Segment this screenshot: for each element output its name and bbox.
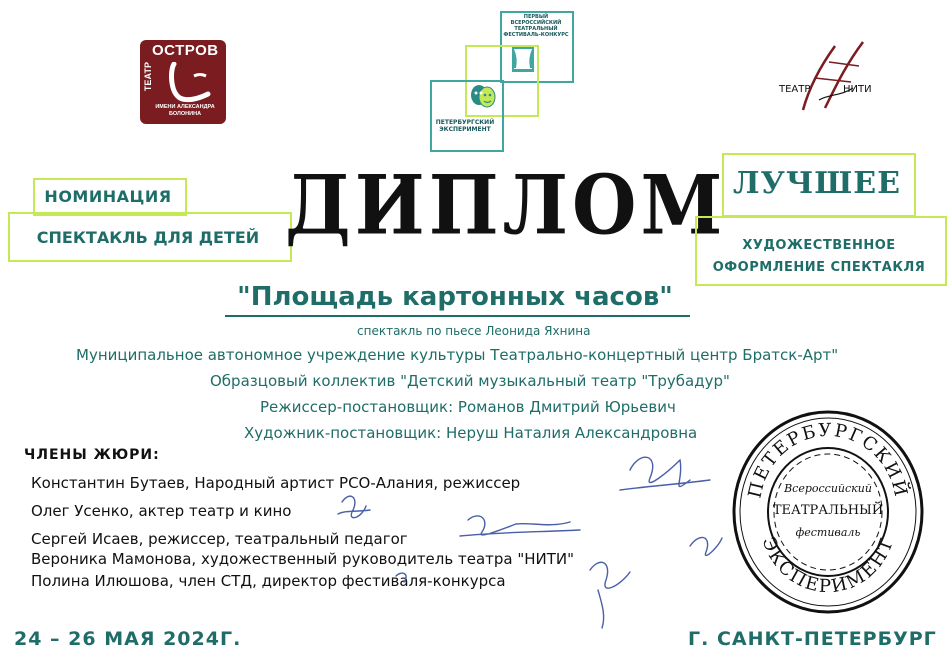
ostrov-bracket-icon <box>154 62 214 104</box>
award-subtitle-line-2: ОФОРМЛЕНИЕ СПЕКТАКЛЯ <box>712 260 926 275</box>
ostrov-logo-caption: ИМЕНИ АЛЕКСАНДРА БОЛОНИНА <box>155 104 215 117</box>
award-subtitle <box>695 235 943 279</box>
award-title: ЛУЧШЕЕ <box>732 166 902 201</box>
festival-logo-top-text: ПЕРВЫЙ ВСЕРОССИЙСКИЙ ТЕАТРАЛЬНЫЙ ФЕСТИВАЛЬ-КОНКУРС <box>503 14 569 38</box>
signature-4 <box>690 537 722 555</box>
jury-member: Сергей Исаев, режиссер, театральный педагог <box>31 530 408 548</box>
play-title: "Площадь картонных часов" <box>237 282 673 312</box>
jury-member: Полина Илюшова, член СТД, директор фестиваля-конкурса <box>31 572 506 590</box>
play-title-underline <box>225 315 690 317</box>
nomination-label: НОМИНАЦИЯ <box>44 187 172 206</box>
niti-logo-left-text: ТЕАТР <box>779 84 811 95</box>
festival-stamp <box>730 400 926 616</box>
festival-logo-bottom-text: ПЕТЕРБУРГСКИЙ ЭКСПЕРИМЕНТ <box>435 119 495 133</box>
event-date: 24 – 26 МАЯ 2024Г. <box>14 628 242 650</box>
signature-6 <box>396 573 406 582</box>
stamp-ring-top: ПЕТЕРБУРГСКИЙ <box>744 419 912 501</box>
signature-2 <box>338 496 370 518</box>
jury-member: Олег Усенко, актер театр и кино <box>31 502 292 520</box>
diploma-title: ДИПЛОМ <box>285 158 727 254</box>
stamp-line-3: фестиваль <box>795 526 861 539</box>
stamp-line-2: ТЕАТРАЛЬНЫЙ <box>772 503 884 518</box>
jury-member: Вероника Мамонова, художественный руководитель театра "НИТИ" <box>31 550 575 568</box>
stamp-ring-bottom: ЭКСПЕРИМЕНТ <box>757 534 899 598</box>
award-subtitle-line-1: ХУДОЖЕСТВЕННОЕ <box>742 238 896 253</box>
play-artist: Художник-постановщик: Неруш Наталия Александровна <box>244 424 698 442</box>
nomination-value: СПЕКТАКЛЬ ДЛЯ ДЕТЕЙ <box>36 228 260 247</box>
theatre-masks-icon <box>468 82 498 110</box>
ostrov-logo-name: ОСТРОВ <box>152 42 219 59</box>
niti-theatre-logo <box>775 38 875 118</box>
signature-1 <box>620 457 710 490</box>
stage-curtain-icon <box>512 46 534 74</box>
jury-title: ЧЛЕНЫ ЖЮРИ: <box>24 447 160 463</box>
event-city: Г. САНКТ-ПЕТЕРБУРГ <box>688 628 937 650</box>
ostrov-theatre-logo <box>140 40 226 124</box>
signature-3 <box>460 516 580 536</box>
jury-member: Константин Бутаев, Народный артист РСО-Алания, режиссер <box>31 474 521 492</box>
niti-logo-right-text: НИТИ <box>843 84 872 95</box>
play-director: Режиссер-постановщик: Романов Дмитрий Юрьевич <box>260 398 676 416</box>
jury-signatures <box>330 440 750 630</box>
play-based-on: спектакль по пьесе Леонида Яхнина <box>357 324 591 338</box>
ostrov-logo-side: ТЕАТР <box>143 62 153 92</box>
play-institution: Муниципальное автономное учреждение культуры Театрально-концертный центр Братск-Арт" <box>76 346 839 364</box>
stamp-line-1: Всероссийский <box>784 482 872 495</box>
signature-5 <box>590 562 630 628</box>
play-collective: Образцовый коллектив "Детский музыкальный театр "Трубадур" <box>210 372 730 390</box>
